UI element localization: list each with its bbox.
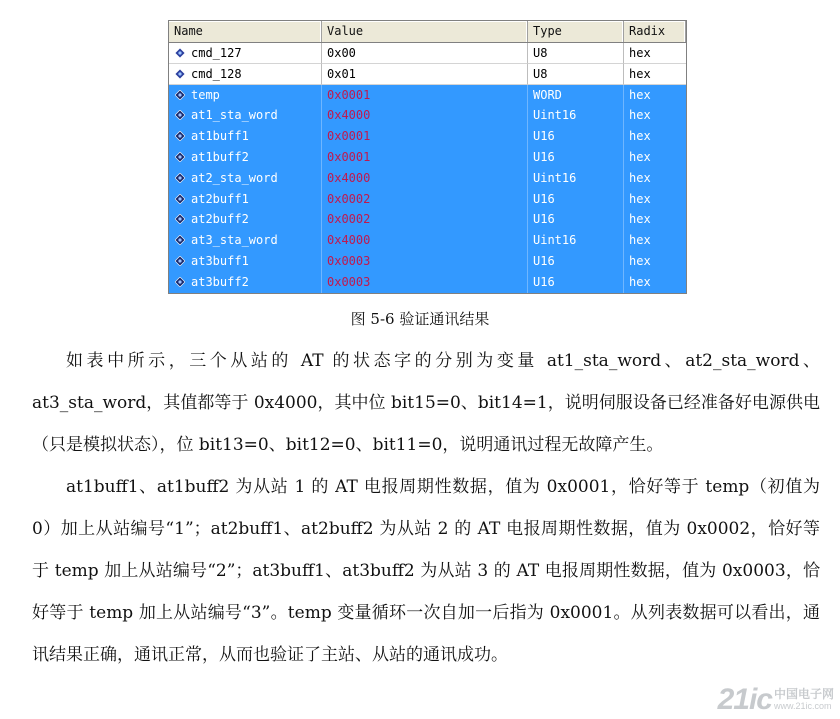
watermark <box>718 683 834 717</box>
variable-icon <box>175 214 185 224</box>
table-row[interactable] <box>169 209 686 230</box>
variable-name[interactable] <box>169 64 322 85</box>
table-row[interactable] <box>169 230 686 251</box>
watermark-url: www.21ic.com <box>773 701 832 711</box>
variable-name-text: at2buff2 <box>191 212 249 227</box>
variable-type: U16 <box>528 251 624 272</box>
table-row[interactable] <box>169 64 686 85</box>
variable-value[interactable]: 0x0002 <box>322 209 528 230</box>
column-header-value[interactable]: Value <box>322 21 528 42</box>
variable-radix[interactable]: hex <box>624 64 686 85</box>
variable-icon <box>175 110 185 120</box>
variable-name-text: at3buff1 <box>191 253 249 268</box>
table-row[interactable] <box>169 85 686 106</box>
variable-type: U16 <box>528 147 624 168</box>
variable-name[interactable] <box>169 189 322 210</box>
table-row[interactable] <box>169 147 686 168</box>
watermark-logo: 21ic <box>717 683 772 716</box>
column-header-type[interactable]: Type <box>528 21 624 42</box>
table-header <box>169 21 686 43</box>
variable-type: U8 <box>528 64 624 85</box>
variable-name[interactable] <box>169 209 322 230</box>
column-header-radix[interactable]: Radix <box>624 21 686 42</box>
variable-value[interactable]: 0x0001 <box>322 126 528 147</box>
variable-type: Uint16 <box>528 230 624 251</box>
variable-name-text: at1buff1 <box>191 129 249 144</box>
table-body <box>169 43 686 293</box>
paragraph-buffer-values: at1buff1、at1buff2 为从站 1 的 AT 电报周期性数据，值为 0x0001，恰好等于 temp（初值为 0）加上从站编号“1”；at2buff1、at2buff2 为从站 2 的 AT 电报周期性数据，值为 0x0002，恰好等于 temp 加上从站编号“2”；at3buff1、at3buff2 为从站 3 的 AT 电报周期性数据，值为 0x0003，恰好等于 temp 加上从站编号“3”。temp 变量循环一次自加一后指为 0x0001。从列表数据可以看出，通讯结果正确，通讯正常，从而也验证了主站、从站的通讯成功。 <box>32 477 820 665</box>
table-row[interactable] <box>169 189 686 210</box>
variable-icon <box>175 173 185 183</box>
variable-value[interactable]: 0x4000 <box>322 105 528 126</box>
variable-type: U16 <box>528 189 624 210</box>
variable-type: U16 <box>528 272 624 293</box>
variable-name-text: temp <box>191 87 220 102</box>
figure-caption: 图 5-6 验证通讯结果 <box>350 310 490 328</box>
variable-name[interactable] <box>169 147 322 168</box>
variable-icon <box>175 256 185 266</box>
variable-icon <box>175 131 185 141</box>
variable-type: Uint16 <box>528 105 624 126</box>
table-row[interactable] <box>169 105 686 126</box>
variable-radix[interactable]: hex <box>624 43 686 64</box>
variable-name[interactable] <box>169 168 322 189</box>
variable-name[interactable] <box>169 126 322 147</box>
variable-radix[interactable]: hex <box>629 233 651 248</box>
variable-name-text: cmd_127 <box>191 46 242 60</box>
variable-name-text: cmd_128 <box>191 66 242 81</box>
table-row[interactable] <box>169 168 686 189</box>
paragraph-status-words: 如表中所示，三个从站的 AT 的状态字的分别为变量 at1_sta_word、at2_sta_word、at3_sta_word，其值都等于 0x4000，其中位 bit15=0、bit14=1，说明伺服设备已经准备好电源供电（只是模拟状态），位 bit13=0、bit12=0、bit11=0，说明通讯过程无故障产生。 <box>32 351 820 455</box>
variable-name-text: at1buff2 <box>191 149 249 164</box>
variable-type: U16 <box>528 209 624 230</box>
variable-radix[interactable]: hex <box>629 149 651 164</box>
variable-name[interactable] <box>169 105 322 126</box>
variable-radix[interactable]: hex <box>629 212 651 227</box>
column-header-name[interactable]: Name <box>169 21 322 42</box>
variable-icon <box>175 48 185 58</box>
variable-value[interactable]: 0x0002 <box>322 189 528 210</box>
variable-type: U16 <box>528 126 624 147</box>
variable-value[interactable]: 0x00 <box>322 43 528 64</box>
variable-icon <box>175 235 185 245</box>
variable-radix[interactable]: hex <box>629 253 651 268</box>
variable-value[interactable]: 0x0003 <box>322 272 528 293</box>
variable-radix[interactable]: hex <box>629 108 651 123</box>
variable-icon <box>175 69 185 79</box>
variable-value[interactable]: 0x4000 <box>322 168 528 189</box>
variable-value[interactable]: 0x0001 <box>322 147 528 168</box>
variable-type: Uint16 <box>528 168 624 189</box>
table-row[interactable] <box>169 126 686 147</box>
variable-icon <box>175 90 185 100</box>
variable-name[interactable] <box>169 43 322 64</box>
variable-icon <box>175 194 185 204</box>
table-row[interactable] <box>169 272 686 293</box>
variable-value[interactable]: 0x0001 <box>322 85 528 106</box>
watch-table <box>168 20 687 294</box>
variable-name-text: at2_sta_word <box>191 170 278 185</box>
watermark-site-name: 中国电子网 <box>773 687 834 701</box>
variable-name-text: at1_sta_word <box>191 108 278 123</box>
variable-name-text: at2buff1 <box>191 191 249 206</box>
variable-type: WORD <box>528 85 624 106</box>
variable-name[interactable] <box>169 85 322 106</box>
variable-icon <box>175 152 185 162</box>
variable-name-text: at3buff2 <box>191 274 249 289</box>
variable-radix[interactable]: hex <box>629 170 651 185</box>
variable-value[interactable]: 0x4000 <box>322 230 528 251</box>
variable-value[interactable]: 0x01 <box>322 64 528 85</box>
variable-icon <box>175 277 185 287</box>
variable-name[interactable] <box>169 272 322 293</box>
variable-radix[interactable]: hex <box>629 87 651 102</box>
variable-radix[interactable]: hex <box>629 191 651 206</box>
table-row[interactable] <box>169 43 686 64</box>
table-row[interactable] <box>169 251 686 272</box>
variable-type: U8 <box>528 43 624 64</box>
variable-radix[interactable]: hex <box>629 129 651 144</box>
variable-name-text: at3_sta_word <box>191 233 278 248</box>
variable-radix[interactable]: hex <box>629 274 651 289</box>
variable-name[interactable] <box>169 251 322 272</box>
variable-name[interactable] <box>169 230 322 251</box>
variable-value[interactable]: 0x0003 <box>322 251 528 272</box>
